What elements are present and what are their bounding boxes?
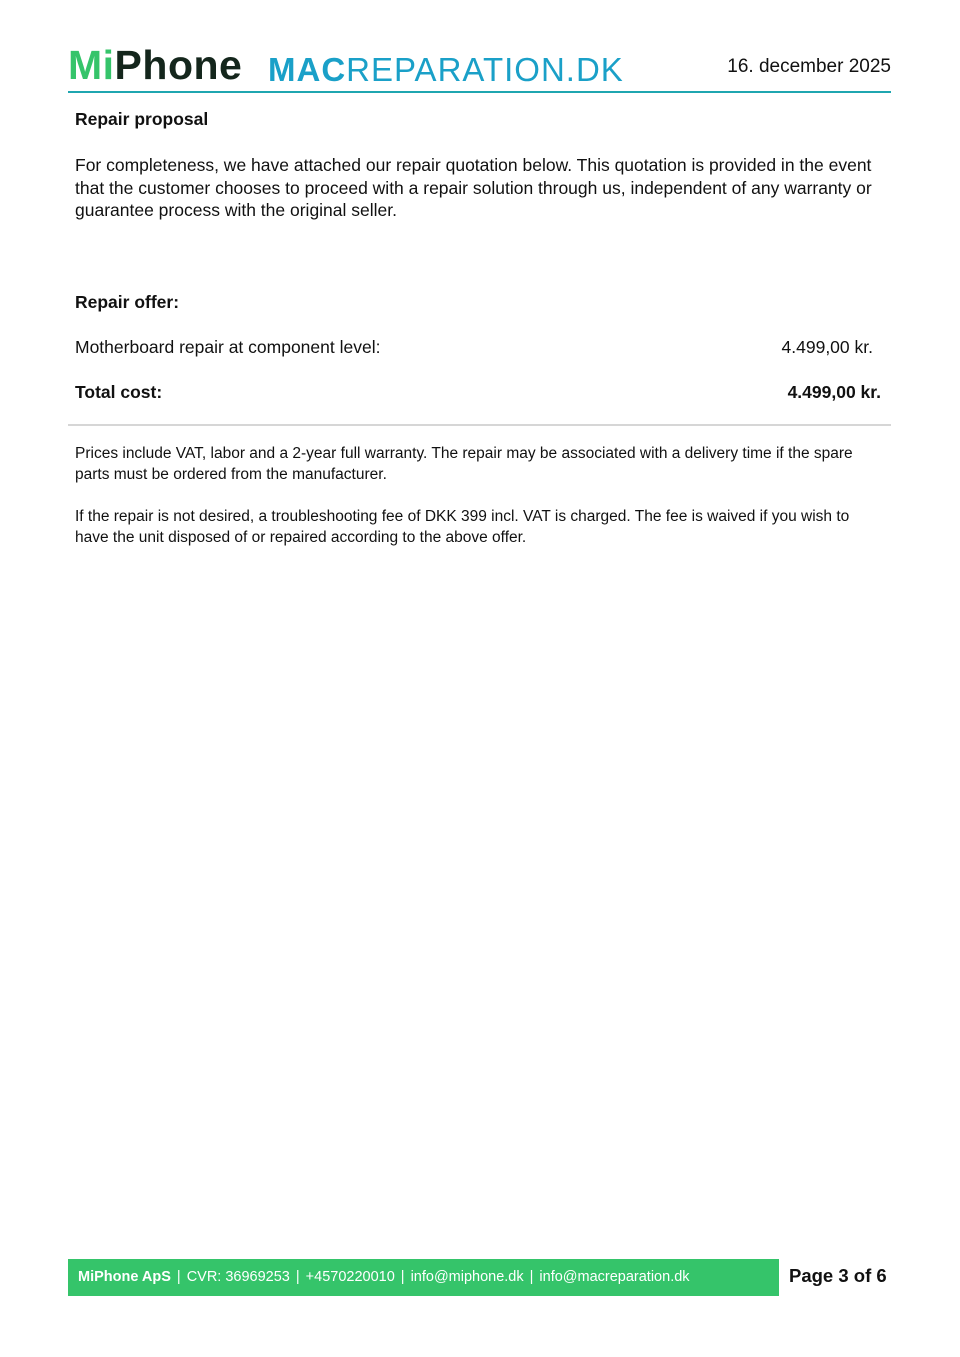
macreparation-logo: MACREPARATION.DK bbox=[268, 51, 624, 88]
footer-company: MiPhone ApS bbox=[78, 1269, 171, 1285]
note-fee: If the repair is not desired, a troubleshooting fee of DKK 399 incl. VAT is charged. The fee is waived if you wish to have the unit disposed of or repaired according to the above offer. bbox=[75, 508, 850, 546]
total-label: Total cost: bbox=[75, 382, 163, 402]
section-divider bbox=[68, 424, 891, 426]
footer-cvr: CVR: 36969253 bbox=[186, 1269, 290, 1285]
note-vat: Prices include VAT, labor and a 2-year full warranty. The repair may be associated with a delivery time if the spare parts must be ordered from the manufacturer. bbox=[75, 445, 853, 483]
header-rule bbox=[68, 91, 891, 93]
proposal-paragraph: For completeness, we have attached our repair quotation below. This quotation is provided in the event that the customer chooses to proceed with a repair solution through us, independent of any warranty or guarantee process with the original seller. bbox=[75, 155, 872, 220]
document-date: 16. december 2025 bbox=[727, 56, 891, 77]
footer-email-miphone: info@miphone.dk bbox=[410, 1269, 524, 1285]
proposal-heading: Repair proposal bbox=[75, 109, 209, 129]
miphone-logo: MiPhone bbox=[68, 42, 243, 88]
page-header bbox=[68, 40, 891, 90]
page-number: Page 3 of 6 bbox=[789, 1265, 887, 1286]
offer-line-amount: 4.499,00 kr. bbox=[781, 337, 873, 357]
footer-phone: +4570220010 bbox=[305, 1269, 395, 1285]
offer-heading: Repair offer: bbox=[75, 292, 180, 312]
footer-bar: MiPhone ApS | CVR: 36969253 | +4570220010 | info@miphone.dk | info@macreparation.dk bbox=[68, 1259, 779, 1296]
footer-email-macreparation: info@macreparation.dk bbox=[539, 1269, 690, 1285]
total-amount: 4.499,00 kr. bbox=[787, 382, 881, 402]
offer-line-label: Motherboard repair at component level: bbox=[75, 337, 381, 357]
